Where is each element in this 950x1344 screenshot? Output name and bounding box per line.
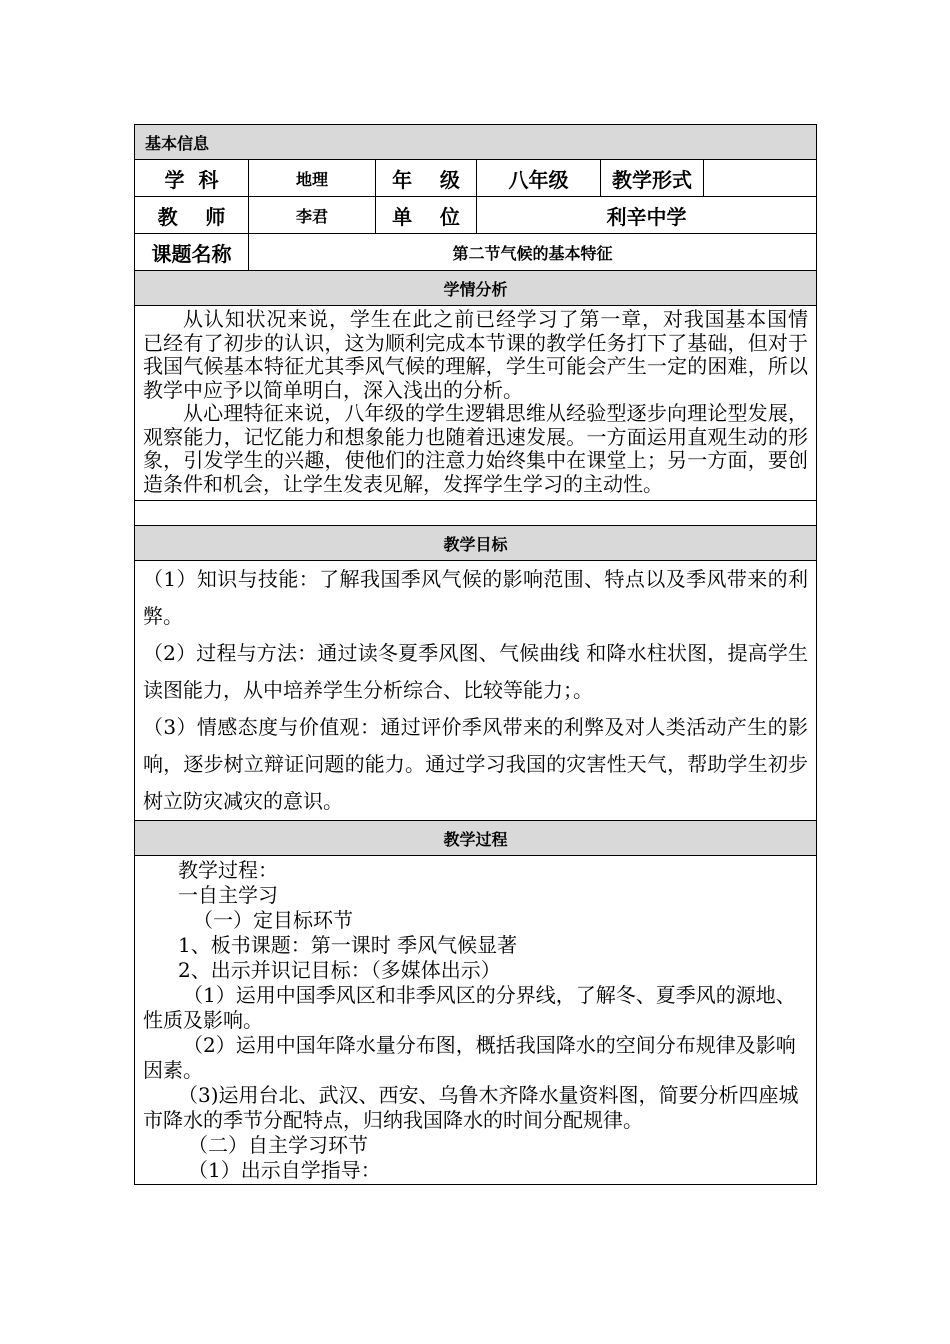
topic-label: 课题名称 xyxy=(135,234,249,271)
grade-label: 年 级 xyxy=(376,160,477,197)
subject-value: 地理 xyxy=(249,160,376,197)
unit-label: 单 位 xyxy=(376,197,477,234)
process-line: 1、板书课题：第一课时 季风气候显著 xyxy=(178,933,518,957)
unit-value: 利辛中学 xyxy=(477,197,817,234)
analysis-paragraph-1: 从认知状况来说，学生在此之前已经学习了第一章，对我国基本国情 已经有了初步的认识，这为顺利完成本节课的教学任务打下了基础，但对于我国气候基本特征尤其季风气候的理解，学生可能会产生一定的困难，所以教学中应予以简单明白，深入浅出的分析。 xyxy=(143,307,809,402)
process-line: 2、出示并识记目标：（多媒体出示） xyxy=(178,958,501,982)
teacher-label: 教 师 xyxy=(135,197,249,234)
topic-value: 第二节气候的基本特征 xyxy=(249,234,817,271)
process-line: （1）出示自学指导： xyxy=(188,1158,381,1182)
process-line: （3)运用台北、武汉、西安、乌鲁木齐降水量资料图，简要分析四座城市降水的季节分配特点，归纳我国降水的时间分配规律。 xyxy=(143,1083,799,1132)
process-line: 教学过程： xyxy=(178,858,278,882)
process-line: （2）运用中国年降水量分布图，概括我国降水的空间分布规律及影响因素。 xyxy=(143,1033,796,1082)
analysis-header: 学情分析 xyxy=(135,271,817,306)
teacher-row xyxy=(135,197,817,234)
process-line: （一）定目标环节 xyxy=(193,908,353,932)
goal-process: （2）过程与方法：通过读冬夏季风图、气候曲线 和降水柱状图，提高学生读图能力，从中培养学生分析综合、比较等能力；。 xyxy=(143,641,809,702)
topic-row xyxy=(135,234,817,271)
process-line: 一自主学习 xyxy=(178,883,278,907)
subject-label: 学 科 xyxy=(135,160,249,197)
teaching-form-label: 教学形式 xyxy=(601,160,704,197)
process-header: 教学过程 xyxy=(135,821,817,856)
teacher-value: 李君 xyxy=(249,197,376,234)
basic-info-header: 基本信息 xyxy=(135,125,817,160)
goals-content xyxy=(135,561,817,821)
goals-header: 教学目标 xyxy=(135,526,817,561)
process-line: （二）自主学习环节 xyxy=(188,1133,368,1157)
subject-row xyxy=(135,160,817,197)
empty-spacer-row xyxy=(135,501,817,526)
teaching-form-value xyxy=(704,160,817,197)
goal-knowledge: （1）知识与技能：了解我国季风气候的影响范围、特点以及季风带来的利弊。 xyxy=(143,567,809,628)
process-content xyxy=(135,856,817,1185)
analysis-content xyxy=(135,306,817,501)
analysis-paragraph-2: 从心理特征来说，八年级的学生逻辑思维从经验型逐步向理论型发展，观察能力，记忆能力和想象能力也随着迅速发展。一方面运用直观生动的形象，引发学生的兴趣，使他们的注意力始终集中在课堂上；另一方面，要创造条件和机会，让学生发表见解，发挥学生学习的主动性。 xyxy=(143,401,809,496)
lesson-plan-page xyxy=(134,124,816,1185)
lesson-plan-table xyxy=(134,124,817,1185)
process-line: （1）运用中国季风区和非季风区的分界线，了解冬、夏季风的源地、性质及影响。 xyxy=(143,983,796,1032)
goal-attitude: （3）情感态度与价值观：通过评价季风带来的利弊及对人类活动产生的影响，逐步树立辩证问题的能力。通过学习我国的灾害性天气，帮助学生初步树立防灾减灾的意识。 xyxy=(143,715,809,813)
grade-value: 八年级 xyxy=(477,160,601,197)
